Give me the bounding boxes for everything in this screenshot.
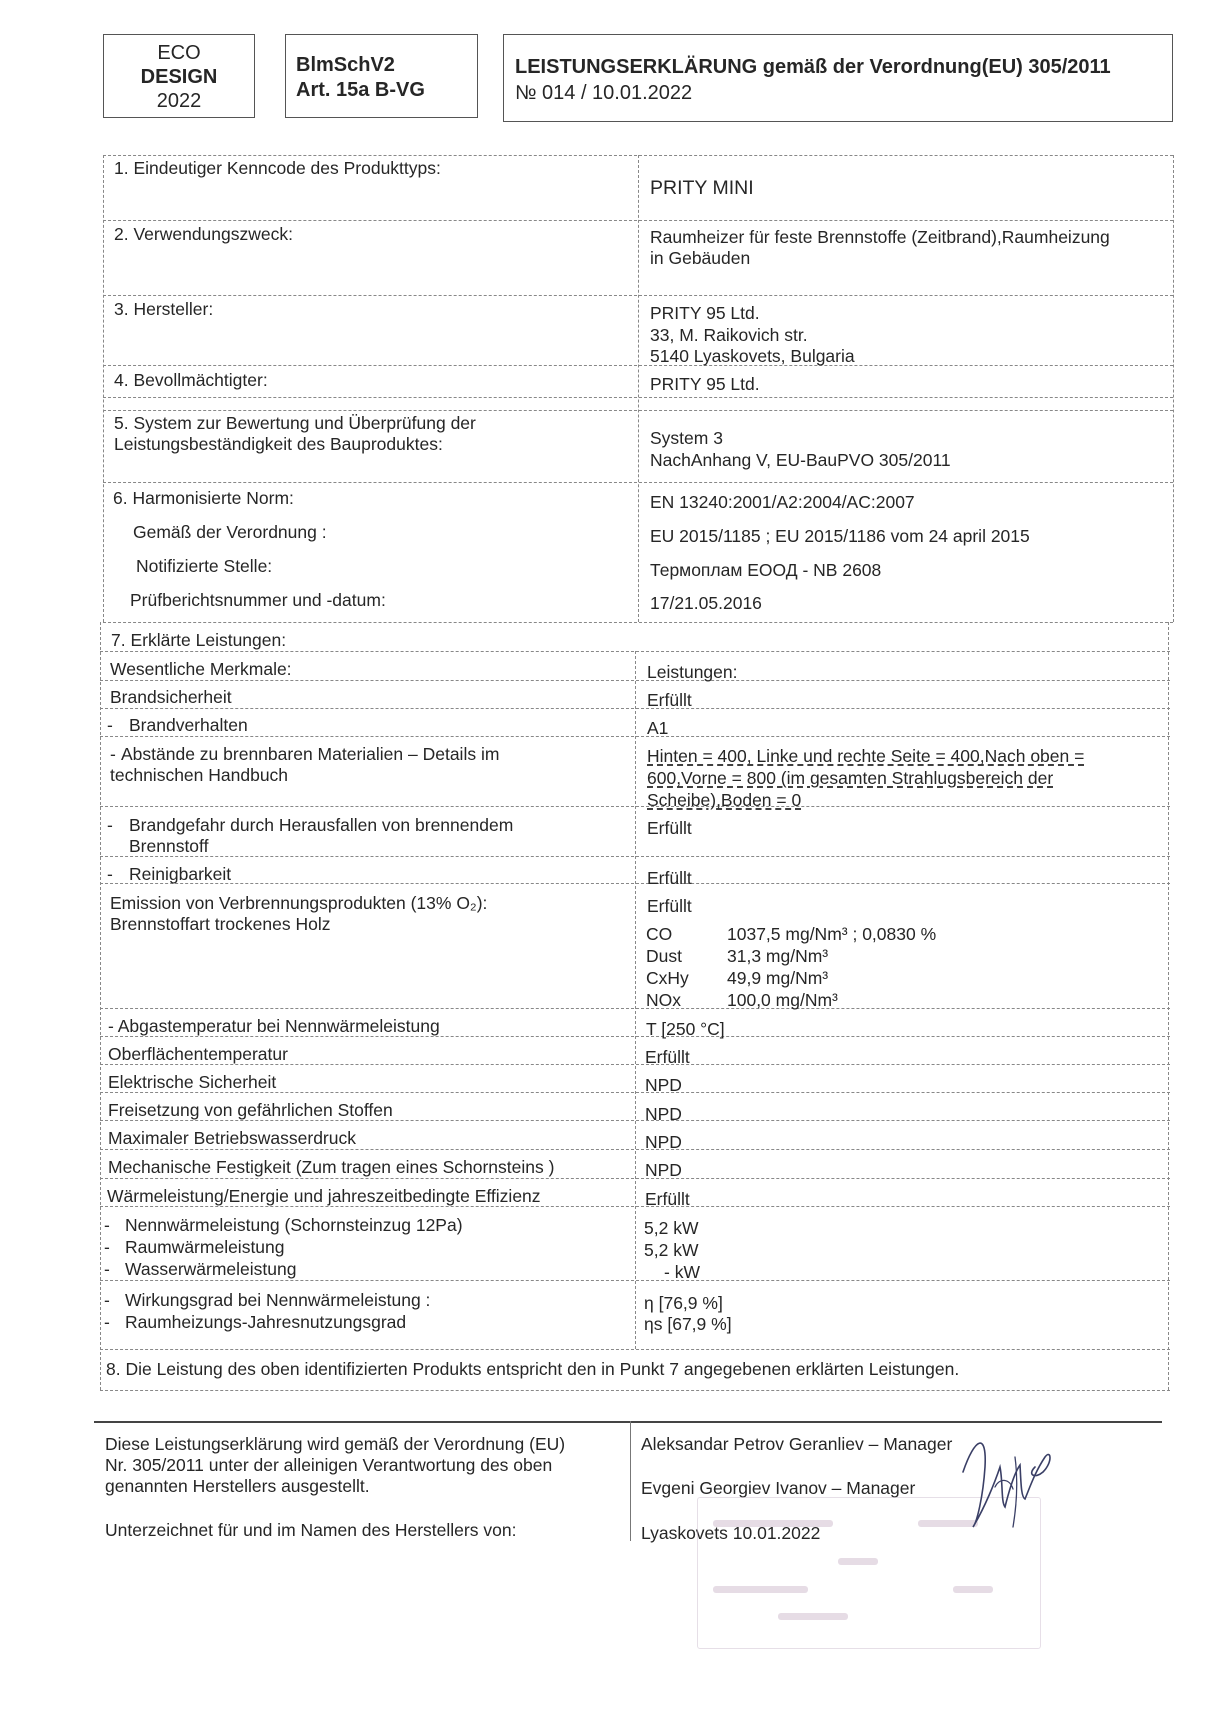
wirkung-value: η [76,9 %] xyxy=(644,1293,723,1313)
wasser-label: Wasserwärmeleistung xyxy=(125,1259,297,1279)
emission-value: 49,9 mg/Nm³ xyxy=(727,968,829,988)
footer-left-4: Unterzeichnet für und im Namen des Herstellers von: xyxy=(105,1520,517,1540)
waerme-value: Erfüllt xyxy=(645,1189,690,1209)
footer-left-1: Diese Leistungserklärung wird gemäß der Verordnung (EU) xyxy=(105,1434,566,1454)
raum-label: Raumwärmeleistung xyxy=(125,1237,285,1257)
blmschv-label: BlmSchV2 xyxy=(296,54,395,76)
abstaende-label-1: Abstände zu brennbaren Materialien – Details im xyxy=(121,744,500,764)
brandgefahr-label-2: Brennstoff xyxy=(129,836,209,856)
s5-value-2: NachAnhang V, EU-BauPVO 305/2011 xyxy=(650,450,951,470)
notified-body: Термоплам ЕООД - NB 2608 xyxy=(650,560,882,580)
brandgefahr-value: Erfüllt xyxy=(647,818,692,838)
abgas-label: - Abgastemperatur bei Nennwärmeleistung xyxy=(108,1016,440,1036)
col-header-characteristics: Wesentliche Merkmale: xyxy=(110,659,292,679)
document-title: LEISTUNGSERKLÄRUNG gemäß der Verordnung(EU) 305/2011 xyxy=(515,56,1111,78)
authorised-rep: PRITY 95 Ltd. xyxy=(650,374,760,394)
abstaende-value-3: Scheibe),Boden = 0 xyxy=(647,790,802,810)
nenn-dash: - xyxy=(104,1215,110,1235)
s8-text: 8. Die Leistung des oben identifizierten Produkts entspricht den in Punkt 7 angegebenen erklärten Leistungen. xyxy=(106,1359,960,1379)
emission-value: 31,3 mg/Nm³ xyxy=(727,946,829,966)
festigkeit-value: NPD xyxy=(645,1160,682,1180)
product-code: PRITY MINI xyxy=(650,177,754,199)
footer-left-3: genannten Herstellers ausgestellt. xyxy=(105,1476,370,1496)
brandgefahr-dash: - xyxy=(107,815,113,835)
document-number: № 014 / 10.01.2022 xyxy=(515,82,693,104)
freisetzung-label: Freisetzung von gefährlichen Stoffen xyxy=(108,1100,393,1120)
emission-name: CO xyxy=(646,924,673,944)
bvg-label: Art. 15a B-VG xyxy=(296,79,425,101)
s4-label: 4. Bevollmächtigter: xyxy=(114,370,268,390)
wasserdruck-value: NPD xyxy=(645,1132,682,1152)
emission-value: Erfüllt xyxy=(647,896,692,916)
brandgefahr-label-1: Brandgefahr durch Herausfallen von brennendem xyxy=(129,815,514,835)
emission-name: NOx xyxy=(646,990,681,1010)
wasserdruck-label: Maximaler Betriebswasserdruck xyxy=(108,1128,356,1148)
raum-dash: - xyxy=(104,1237,110,1257)
s5-label-1: 5. System zur Bewertung und Überprüfung der xyxy=(114,413,476,433)
signer-1: Aleksandar Petrov Geranliev – Manager xyxy=(641,1434,953,1454)
s5-value-1: System 3 xyxy=(650,428,723,448)
manufacturer-street: 33, M. Raikovich str. xyxy=(650,325,808,345)
reinigbarkeit-label: Reinigbarkeit xyxy=(129,864,232,884)
jahres-label: Raumheizungs-Jahresnutzungsgrad xyxy=(125,1312,407,1332)
jahres-dash: - xyxy=(104,1312,110,1332)
waerme-label: Wärmeleistung/Energie und jahreszeitbedingte Effizienz xyxy=(107,1186,541,1206)
emission-name: Dust xyxy=(646,946,682,966)
reinigbarkeit-value: Erfüllt xyxy=(647,868,692,888)
elektrisch-value: NPD xyxy=(645,1075,682,1095)
abstaende-value-1: Hinten = 400, Linke und rechte Seite = 400,Nach oben = xyxy=(647,746,1085,766)
freisetzung-value: NPD xyxy=(645,1104,682,1124)
s6-sub3-label: Prüfberichtsnummer und -datum: xyxy=(130,590,386,610)
brandsicherheit-label: Brandsicherheit xyxy=(110,687,232,707)
abstaende-value-2: 600,Vorne = 800 (im gesamten Strahlugsbereich der xyxy=(647,768,1054,788)
s6-label: 6. Harmonisierte Norm: xyxy=(113,488,294,508)
s2-value-1: Raumheizer für feste Brennstoffe (Zeitbrand),Raumheizung xyxy=(650,227,1110,247)
emission-value: 1037,5 mg/Nm³ ; 0,0830 % xyxy=(727,924,937,944)
eco-design-box xyxy=(103,34,255,118)
oberflaeche-label: Oberflächentemperatur xyxy=(108,1044,288,1064)
wirkung-dash: - xyxy=(104,1290,110,1310)
emission-label-2: Brennstoffart trockenes Holz xyxy=(110,914,331,934)
blmschv-box xyxy=(285,34,478,118)
s2-label: 2. Verwendungszweck: xyxy=(114,224,293,244)
jahres-value: ηs [67,9 %] xyxy=(644,1314,732,1334)
brandverhalten-value: A1 xyxy=(647,718,669,738)
col-header-performance: Leistungen: xyxy=(647,662,738,682)
footer-left-2: Nr. 305/2011 unter der alleinigen Verantwortung des oben xyxy=(105,1455,553,1475)
harmonised-norm: EN 13240:2001/A2:2004/AC:2007 xyxy=(650,492,915,512)
abgas-value: T [250 °C] xyxy=(646,1019,725,1039)
raum-value: 5,2 kW xyxy=(644,1240,699,1260)
festigkeit-label: Mechanische Festigkeit (Zum tragen eines Schornsteins ) xyxy=(108,1157,555,1177)
s5-label-2: Leistungsbeständigkeit des Bauproduktes: xyxy=(114,434,443,454)
s6-sub2-label: Notifizierte Stelle: xyxy=(136,556,273,576)
abstaende-label-2: technischen Handbuch xyxy=(110,765,289,785)
emission-name: CxHy xyxy=(646,968,689,988)
test-report-number: 17/21.05.2016 xyxy=(650,593,762,613)
brandsicherheit-value: Erfüllt xyxy=(647,690,692,710)
emission-label-1: Emission von Verbrennungsprodukten (13% O₂): xyxy=(110,893,488,913)
signer-2: Evgeni Georgiev Ivanov – Manager xyxy=(641,1478,916,1498)
signature xyxy=(955,1427,1055,1537)
manufacturer-name: PRITY 95 Ltd. xyxy=(650,303,760,323)
eco-year: 2022 xyxy=(156,90,202,112)
oberflaeche-value: Erfüllt xyxy=(645,1047,690,1067)
nenn-value: 5,2 kW xyxy=(644,1218,699,1238)
design-label: DESIGN xyxy=(140,66,218,88)
wirkung-label: Wirkungsgrad bei Nennwärmeleistung : xyxy=(125,1290,431,1310)
manufacturer-city: 5140 Lyaskovets, Bulgaria xyxy=(650,346,855,366)
abstaende-dash: - xyxy=(110,744,116,764)
s7-label: 7. Erklärte Leistungen: xyxy=(111,630,287,650)
wasser-value: - kW xyxy=(664,1262,700,1282)
s3-label: 3. Hersteller: xyxy=(114,299,214,319)
brandverhalten-label: Brandverhalten xyxy=(129,715,248,735)
nenn-label: Nennwärmeleistung (Schornsteinzug 12Pa) xyxy=(125,1215,463,1235)
s6-sub1-label: Gemäß der Verordnung : xyxy=(133,522,327,542)
title-box xyxy=(503,34,1173,122)
reinigbarkeit-dash: - xyxy=(107,864,113,884)
wasser-dash: - xyxy=(104,1259,110,1279)
s1-label: 1. Eindeutiger Kenncode des Produkttyps: xyxy=(114,158,441,178)
brandverhalten-dash: - xyxy=(107,715,113,735)
elektrisch-label: Elektrische Sicherheit xyxy=(108,1072,277,1092)
regulation-ref: EU 2015/1185 ; EU 2015/1186 vom 24 april 2015 xyxy=(650,526,1030,546)
s2-value-2: in Gebäuden xyxy=(650,248,751,268)
emission-value: 100,0 mg/Nm³ xyxy=(727,990,838,1010)
eco-label: ECO xyxy=(157,42,201,64)
place-date: Lyaskovets 10.01.2022 xyxy=(641,1523,821,1543)
